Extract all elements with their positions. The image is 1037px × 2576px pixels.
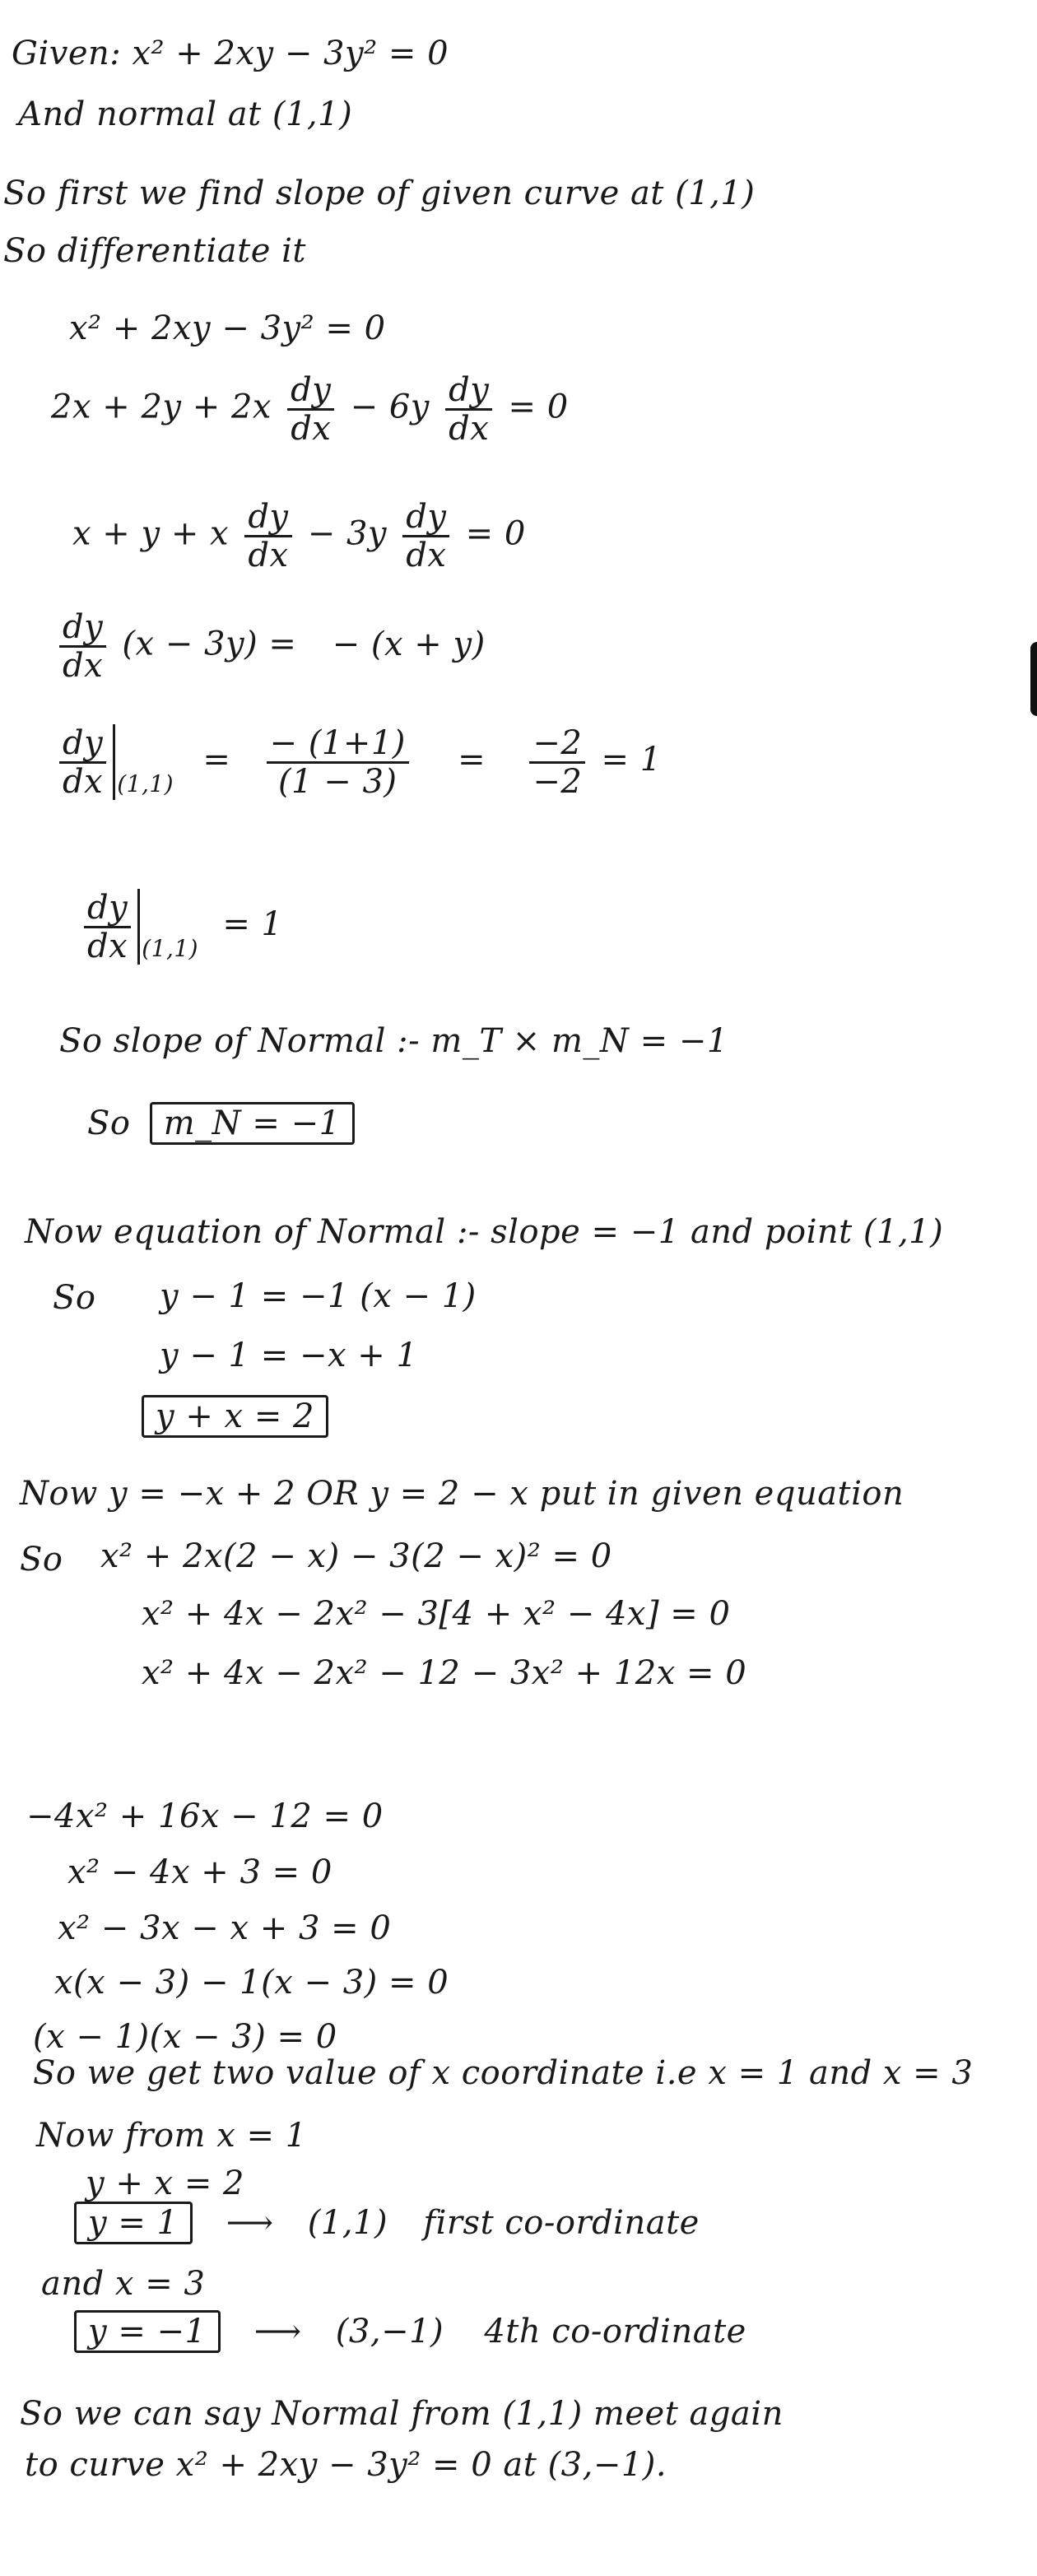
and-x3-line: and x = 3 xyxy=(41,2265,206,2303)
fraction-dy-dx: $\frac{dy}{dx}$ xyxy=(445,372,492,447)
second-coordinate-label: 4th co-ordinate xyxy=(484,2313,746,2350)
substitution-1: x² + 2x(2 − x) − 3(2 − x)² = 0 xyxy=(100,1537,612,1575)
eq3-right: = 0 xyxy=(465,514,526,553)
quadratic-1: −4x² + 16x − 12 = 0 xyxy=(26,1797,384,1835)
eq2-mid: − 6y xyxy=(350,388,430,426)
equation-1: x² + 2xy − 3y² = 0 xyxy=(69,309,386,347)
evaluation-bar xyxy=(137,889,140,965)
slope-of-normal: So slope of Normal :- m_T × m_N = −1 xyxy=(59,1022,728,1060)
quadratic-5: (x − 1)(x − 3) = 0 xyxy=(33,2018,337,2056)
so-label-3: So xyxy=(20,1541,63,1579)
fraction-dy-dx: $\frac{dy}{dx}$ xyxy=(59,725,106,800)
eq6-result: = 1 xyxy=(222,905,283,943)
eval-point: (1,1) xyxy=(117,770,174,797)
fraction-dy-dx: $\frac{dy}{dx}$ xyxy=(244,499,291,574)
equation-3 xyxy=(72,499,526,574)
conclusion-line-1: So we can say Normal from (1,1) meet again xyxy=(20,2395,784,2433)
now-put-line: Now y = −x + 2 OR y = 2 − x put in given equation xyxy=(20,1475,904,1513)
edge-ink-mark xyxy=(1030,642,1037,716)
normal-step-2: y − 1 = −x + 1 xyxy=(160,1337,418,1374)
normal-boxed-result: y + x = 2 xyxy=(142,1396,328,1437)
arrow-icon: ⟶ xyxy=(253,2313,302,2350)
eq4-right: − (x + y) xyxy=(332,625,486,663)
fraction-dy-dx: $\frac{dy}{dx}$ xyxy=(287,372,334,447)
first-point: (1,1) xyxy=(307,2204,388,2242)
substitution-2: x² + 4x − 2x² − 3[4 + x² − 4x] = 0 xyxy=(142,1595,731,1633)
mn-boxed-result: m_N = −1 xyxy=(150,1102,355,1145)
quadratic-4: x(x − 3) − 1(x − 3) = 0 xyxy=(54,1964,449,2002)
two-values-line: So we get two value of x coordinate i.e x = 1 and x = 3 xyxy=(33,2054,974,2092)
quadratic-3: x² − 3x − x + 3 = 0 xyxy=(58,1909,392,1947)
fraction-dy-dx: $\frac{dy}{dx}$ xyxy=(84,890,131,965)
so-label: So xyxy=(87,1104,131,1142)
second-point: (3,−1) xyxy=(335,2313,444,2350)
substitution-3: x² + 4x − 2x² − 12 − 3x² + 12x = 0 xyxy=(142,1654,747,1692)
eq2-left: 2x + 2y + 2x xyxy=(51,388,272,426)
eval-point: (1,1) xyxy=(142,935,199,962)
eq5-equals: = xyxy=(202,741,231,779)
intro-line-1: So first we find slope of given curve at (1,1) xyxy=(3,174,756,212)
eq3-left: x + y + x xyxy=(72,514,230,553)
so-label-2: So xyxy=(53,1279,96,1317)
now-from-line: Now from x = 1 xyxy=(36,2117,307,2155)
equation-5 xyxy=(54,724,662,805)
equation-of-normal: Now equation of Normal :- slope = −1 and point (1,1) xyxy=(25,1213,944,1251)
fraction-dy-dx: $\frac{dy}{dx}$ xyxy=(59,609,106,684)
eq5-equals-2: = xyxy=(458,741,486,779)
y2-boxed: y = −1 xyxy=(74,2310,221,2353)
eq4-mid: (x − 3y) = xyxy=(122,625,297,663)
fraction-ratio: $\frac{-2}{-2}$ xyxy=(529,725,585,800)
y1-boxed: y = 1 xyxy=(74,2202,193,2244)
eq5-result: = 1 xyxy=(601,741,662,779)
evaluation-bar xyxy=(113,724,115,800)
equation-2 xyxy=(51,372,569,447)
mn-line xyxy=(87,1103,355,1144)
normal-step-1: y − 1 = −1 (x − 1) xyxy=(160,1277,477,1315)
first-coordinate-label: first co-ordinate xyxy=(423,2204,700,2242)
arrow-icon: ⟶ xyxy=(226,2204,274,2242)
eq2-right: = 0 xyxy=(508,388,569,426)
conclusion-line-2: to curve x² + 2xy − 3y² = 0 at (3,−1). xyxy=(25,2446,667,2484)
first-coordinate-line xyxy=(74,2202,700,2244)
fraction-value: $\frac{- (1+1)}{(1 - 3)}$ xyxy=(267,725,409,800)
quadratic-2: x² − 4x + 3 = 0 xyxy=(67,1853,332,1891)
intro-line-2: So differentiate it xyxy=(3,232,306,270)
eq3-mid: − 3y xyxy=(307,514,388,553)
second-coordinate-line xyxy=(74,2311,746,2352)
normal-at-line: And normal at (1,1) xyxy=(18,95,353,133)
y-plus-x-line: y + x = 2 xyxy=(86,2164,244,2202)
given-line: Given: x² + 2xy − 3y² = 0 xyxy=(12,35,449,72)
fraction-dy-dx: $\frac{dy}{dx}$ xyxy=(402,499,449,574)
equation-4 xyxy=(54,609,486,684)
equation-6 xyxy=(79,889,283,969)
